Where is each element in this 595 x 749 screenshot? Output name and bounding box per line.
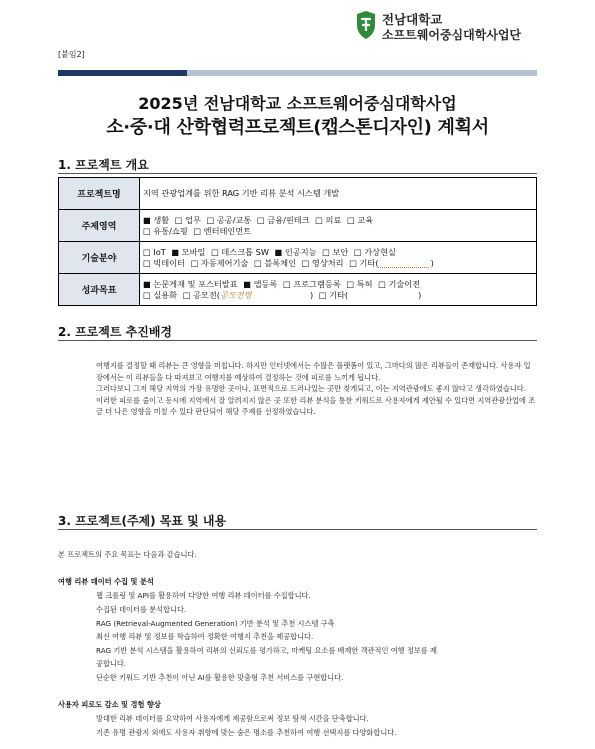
document-title-line1: 2025년 전남대학교 소프트웨어중심대학사업 bbox=[138, 94, 457, 113]
tech-option-image[interactable]: □ 영상처리 bbox=[301, 257, 344, 268]
section2-underline bbox=[58, 340, 537, 341]
tech-option-mobile[interactable]: ■ 모바일 bbox=[171, 246, 206, 257]
topic-option-finance[interactable]: □ 금융/핀테크 bbox=[256, 214, 310, 225]
table-row-tech-field bbox=[59, 242, 537, 274]
goal1-item: 최신 여행 리뷰 및 정보를 학습하여 정확한 여행지 추천을 제공합니다. bbox=[96, 632, 314, 641]
goal2-item: 기존 유명 관광지 외에도 사용자 취향에 맞는 숨은 명소를 추천하여 여행 선택지를 다양화합니다. bbox=[96, 728, 397, 737]
tech-option-desktop[interactable]: □ 데스크톱 SW bbox=[211, 246, 269, 257]
tech-other-field[interactable] bbox=[379, 258, 431, 268]
header-divider-bar bbox=[58, 70, 537, 76]
topic-area-options bbox=[140, 210, 537, 242]
topic-option-medical[interactable]: □ 의료 bbox=[315, 214, 342, 225]
topic-option-education[interactable]: □ 교육 bbox=[346, 214, 374, 225]
tech-option-iot[interactable]: □ IoT bbox=[143, 246, 166, 257]
topic-option-retail[interactable]: □ 유통/쇼핑 bbox=[143, 225, 188, 236]
outcome-goal-options bbox=[140, 274, 537, 306]
contest-open: □ 공모전( bbox=[182, 289, 220, 300]
goal1-item: 단순한 키워드 기반 추천이 아닌 AI를 활용한 맞춤형 추천 서비스를 구현합니다. bbox=[96, 673, 344, 682]
table-row-outcome-goal bbox=[59, 274, 537, 306]
outcome-option-contest[interactable] bbox=[183, 290, 313, 301]
background-paragraph-2: 그러다보니 그저 해당 지역의 가장 유명한 곳이나, 표면적으로 드러나있는 곳만 찾게되고, 이는 지역관광에도 좋지 않다고 생각하였습니다. bbox=[96, 384, 526, 393]
goal2-title: 사용자 피로도 감소 및 경험 향상 bbox=[58, 700, 161, 709]
tech-option-ai[interactable]: ■ 인공지능 bbox=[274, 246, 317, 257]
tech-field-options bbox=[140, 242, 537, 274]
goal1-item: 수집된 데이터를 분석합니다. bbox=[96, 605, 187, 614]
section1-heading: 1. 프로젝트 개요 bbox=[58, 158, 149, 172]
goal1-item: RAG 기반 분석 시스템을 활용하여 리뷰의 신뢰도를 평가하고, 마케팅 요소를 배제한 객관적인 여행 정보를 제 bbox=[96, 646, 437, 655]
topic-option-work[interactable]: □ 업무 bbox=[174, 214, 201, 225]
logo-program-name: 소프트웨어중심대학사업단 bbox=[382, 28, 522, 42]
outcome-goal-label: 성과목표 bbox=[59, 274, 140, 306]
document-title-line2: 소·중·대 산학협력프로젝트(캡스톤디자인) 계획서 bbox=[106, 117, 489, 138]
topic-option-life[interactable]: ■ 생활 bbox=[143, 214, 170, 225]
contest-close: ) bbox=[309, 289, 314, 300]
topic-area-label: 주제영역 bbox=[59, 210, 140, 242]
outcome-option-app[interactable]: ■ 앱등록 bbox=[243, 278, 278, 289]
background-paragraph-3: 이러한 피로를 줄이고 동시에 지역에서 잘 알려지지 않은 곳 또한 리뷰 분석을 통한 키워드로 사용자에게 제안될 수 있다면 지역관광산업에 조금 더 나은 영향을 미칠 수 있다 판단되어 해당 주제를 선정하였습니다. bbox=[96, 395, 536, 416]
outcome-option-commercial[interactable]: □ 실용화 bbox=[143, 289, 178, 300]
goal1-title: 여행 리뷰 데이터 수집 및 분석 bbox=[58, 577, 154, 586]
tech-field-label: 기술분야 bbox=[59, 242, 140, 274]
section1-underline bbox=[58, 173, 537, 174]
table-row-project-name bbox=[59, 178, 537, 210]
tech-option-security[interactable]: □ 보안 bbox=[322, 246, 349, 257]
outcome-option-other[interactable] bbox=[319, 290, 422, 301]
logo-university-name: 전남대학교 bbox=[382, 12, 443, 27]
tech-option-blockchain[interactable]: □ 블록체인 bbox=[254, 257, 296, 268]
outcome-other-close: ) bbox=[418, 289, 422, 300]
topic-option-entertainment[interactable]: □ 엔터테인먼트 bbox=[193, 225, 252, 236]
outcome-other-open: □ 기타( bbox=[318, 289, 349, 300]
section2-heading: 2. 프로젝트 추진배경 bbox=[58, 325, 173, 339]
background-paragraph-1: 여행지를 결정할 때 리뷰는 큰 영향을 미칩니다. 하지만 인터넷에서는 수많은 플랫폼이 있고, 그마다의 많은 리뷰들이 존재합니다. 사용자 입장에서는 이 리뷰들을 다 따져보고 여행지를 예상하여 결정하는 것에 피로를 느끼게 됩니다. bbox=[96, 361, 531, 382]
annex-label: [붙임2] bbox=[58, 50, 85, 59]
outcome-option-tech-transfer[interactable]: □ 기술이전 bbox=[378, 278, 421, 289]
tech-other-open: □ 기타( bbox=[349, 257, 379, 268]
goal1-item: 공합니다. bbox=[96, 659, 127, 668]
tech-option-other[interactable] bbox=[349, 258, 434, 269]
university-emblem-icon bbox=[354, 11, 378, 39]
tech-option-vr[interactable]: □ 가상현실 bbox=[353, 246, 396, 257]
tech-other-close: ) bbox=[430, 257, 434, 268]
section3-heading: 3. 프로젝트(주제) 목표 및 내용 bbox=[58, 514, 227, 528]
tech-option-bigdata[interactable]: □ 빅데이터 bbox=[143, 257, 185, 268]
outcome-option-patent[interactable]: □ 특허 bbox=[346, 278, 373, 289]
outcome-option-program[interactable]: □ 프로그램등록 bbox=[282, 278, 341, 289]
contest-name-field[interactable]: 공모전명 bbox=[219, 289, 252, 300]
tech-option-control[interactable]: □ 자동제어기술 bbox=[190, 257, 249, 268]
project-name-value: 지역 관광업계를 위한 RAG 기반 리뷰 분석 시스템 개발 bbox=[140, 178, 537, 210]
section3-underline bbox=[58, 529, 537, 530]
goal1-item: RAG (Retrieval-Augmented Generation) 기반 분석 및 추천 시스템 구축 bbox=[96, 619, 335, 628]
goals-intro: 본 프로젝트의 주요 목표는 다음과 같습니다. bbox=[58, 550, 197, 559]
background-text bbox=[96, 360, 537, 418]
project-overview-table bbox=[58, 177, 537, 306]
goal1-item: 웹 크롤링 및 API를 활용하여 다양한 여행 리뷰 데이터를 수집합니다. bbox=[96, 591, 311, 600]
table-row-topic-area bbox=[59, 210, 537, 242]
goal2-item: 방대한 리뷰 데이터를 요약하여 사용자에게 제공함으로써 정보 탐색 시간을 단축합니다. bbox=[96, 714, 369, 723]
university-logo bbox=[354, 9, 544, 45]
outcome-option-paper[interactable]: ■ 논문게재 및 포스터발표 bbox=[143, 278, 238, 289]
project-name-label: 프로젝트명 bbox=[59, 178, 140, 210]
topic-option-public[interactable]: □ 공공/교통 bbox=[206, 214, 252, 225]
